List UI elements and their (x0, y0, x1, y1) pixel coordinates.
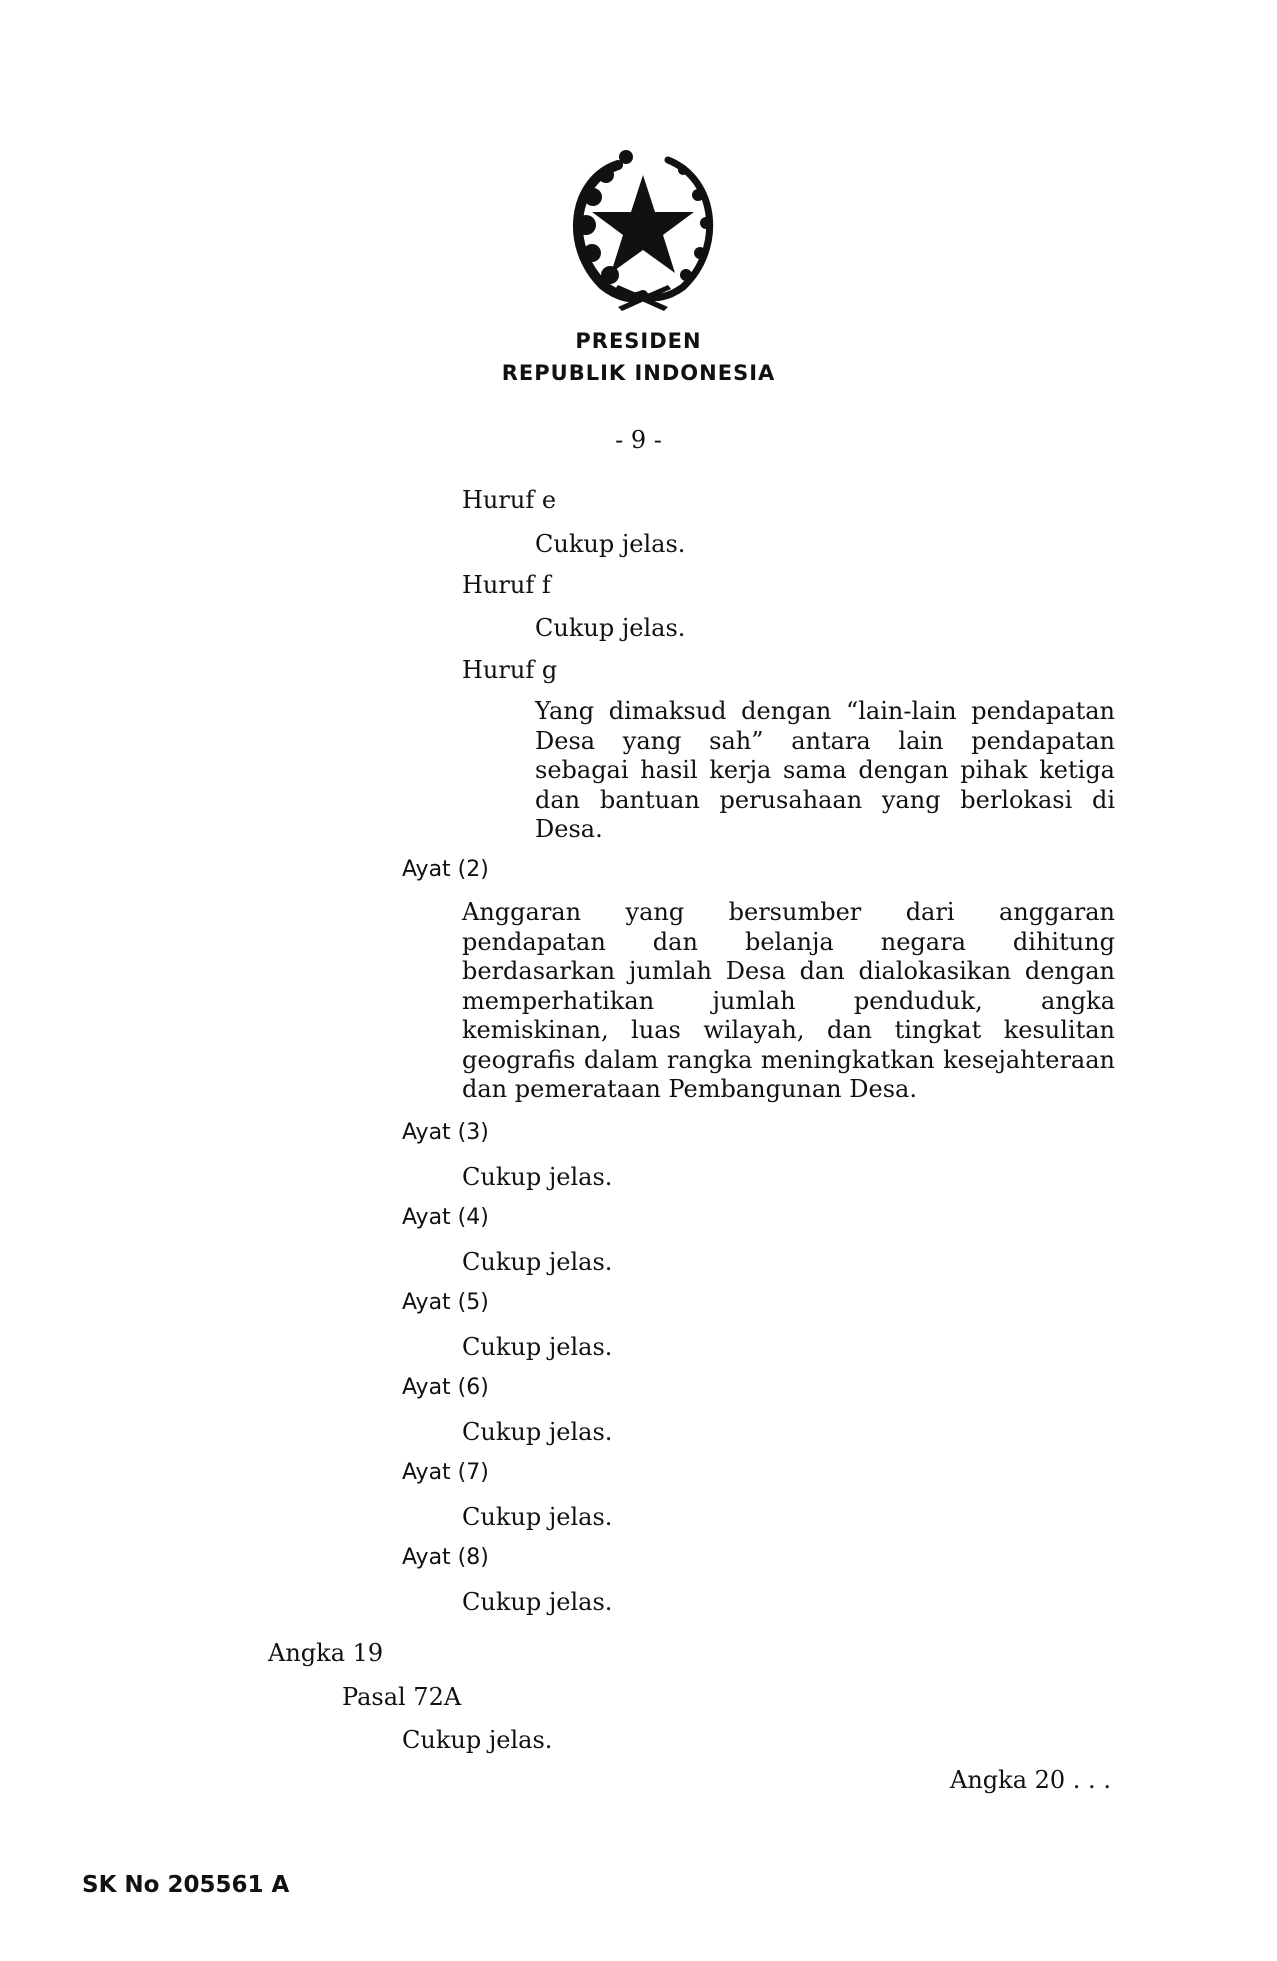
huruf-g-text: Yang dimaksud dengan “lain-lain pendapatan Desa yang sah” antara lain pendapatan sebagai hasil kerja sama dengan pihak ketiga dan bantuan perusahaan yang berlokasi di Desa. (535, 697, 1115, 843)
angka-19-label: Angka 19 (268, 1639, 384, 1667)
ayat-7-text: Cukup jelas. (462, 1503, 613, 1531)
ayat-6-text: Cukup jelas. (462, 1418, 613, 1446)
pasal-72a-text: Cukup jelas. (402, 1726, 553, 1754)
ayat-3-text: Cukup jelas. (462, 1163, 613, 1191)
presidential-emblem-icon (548, 135, 738, 315)
ayat-2-text: Anggaran yang bersumber dari anggaran pendapatan dan belanja negara dihitung berdasarkan jumlah Desa dan dialokasikan dengan memperhatikan jumlah penduduk, angka kemiskinan, luas wilayah, dan tingkat kesulitan geografis dalam rangka meningkatkan kesejahteraan dan pemerataan Pembangunan Desa. (462, 898, 1115, 1103)
ayat-8-text: Cukup jelas. (462, 1588, 613, 1616)
huruf-e-label: Huruf e (462, 486, 557, 514)
header-title-presiden: PRESIDEN (575, 329, 702, 353)
continuation-marker: Angka 20 . . . (950, 1766, 1111, 1794)
ayat-4-text: Cukup jelas. (462, 1248, 613, 1276)
huruf-f-text: Cukup jelas. (535, 614, 686, 642)
header-title-republik-indonesia: REPUBLIK INDONESIA (501, 361, 776, 385)
ayat-3-label: Ayat (3) (402, 1120, 489, 1145)
huruf-f-label: Huruf f (462, 571, 551, 599)
pasal-72a-label: Pasal 72A (342, 1683, 462, 1711)
huruf-e-text: Cukup jelas. (535, 530, 686, 558)
ayat-4-label: Ayat (4) (402, 1205, 489, 1230)
sk-number: SK No 205561 A (82, 1872, 290, 1898)
ayat-2-label: Ayat (2) (402, 857, 489, 882)
ayat-5-text: Cukup jelas. (462, 1333, 613, 1361)
ayat-8-label: Ayat (8) (402, 1545, 489, 1570)
page-number: - 9 - (615, 426, 662, 454)
huruf-g-label: Huruf g (462, 656, 558, 684)
ayat-5-label: Ayat (5) (402, 1290, 489, 1315)
ayat-6-label: Ayat (6) (402, 1375, 489, 1400)
ayat-7-label: Ayat (7) (402, 1460, 489, 1485)
